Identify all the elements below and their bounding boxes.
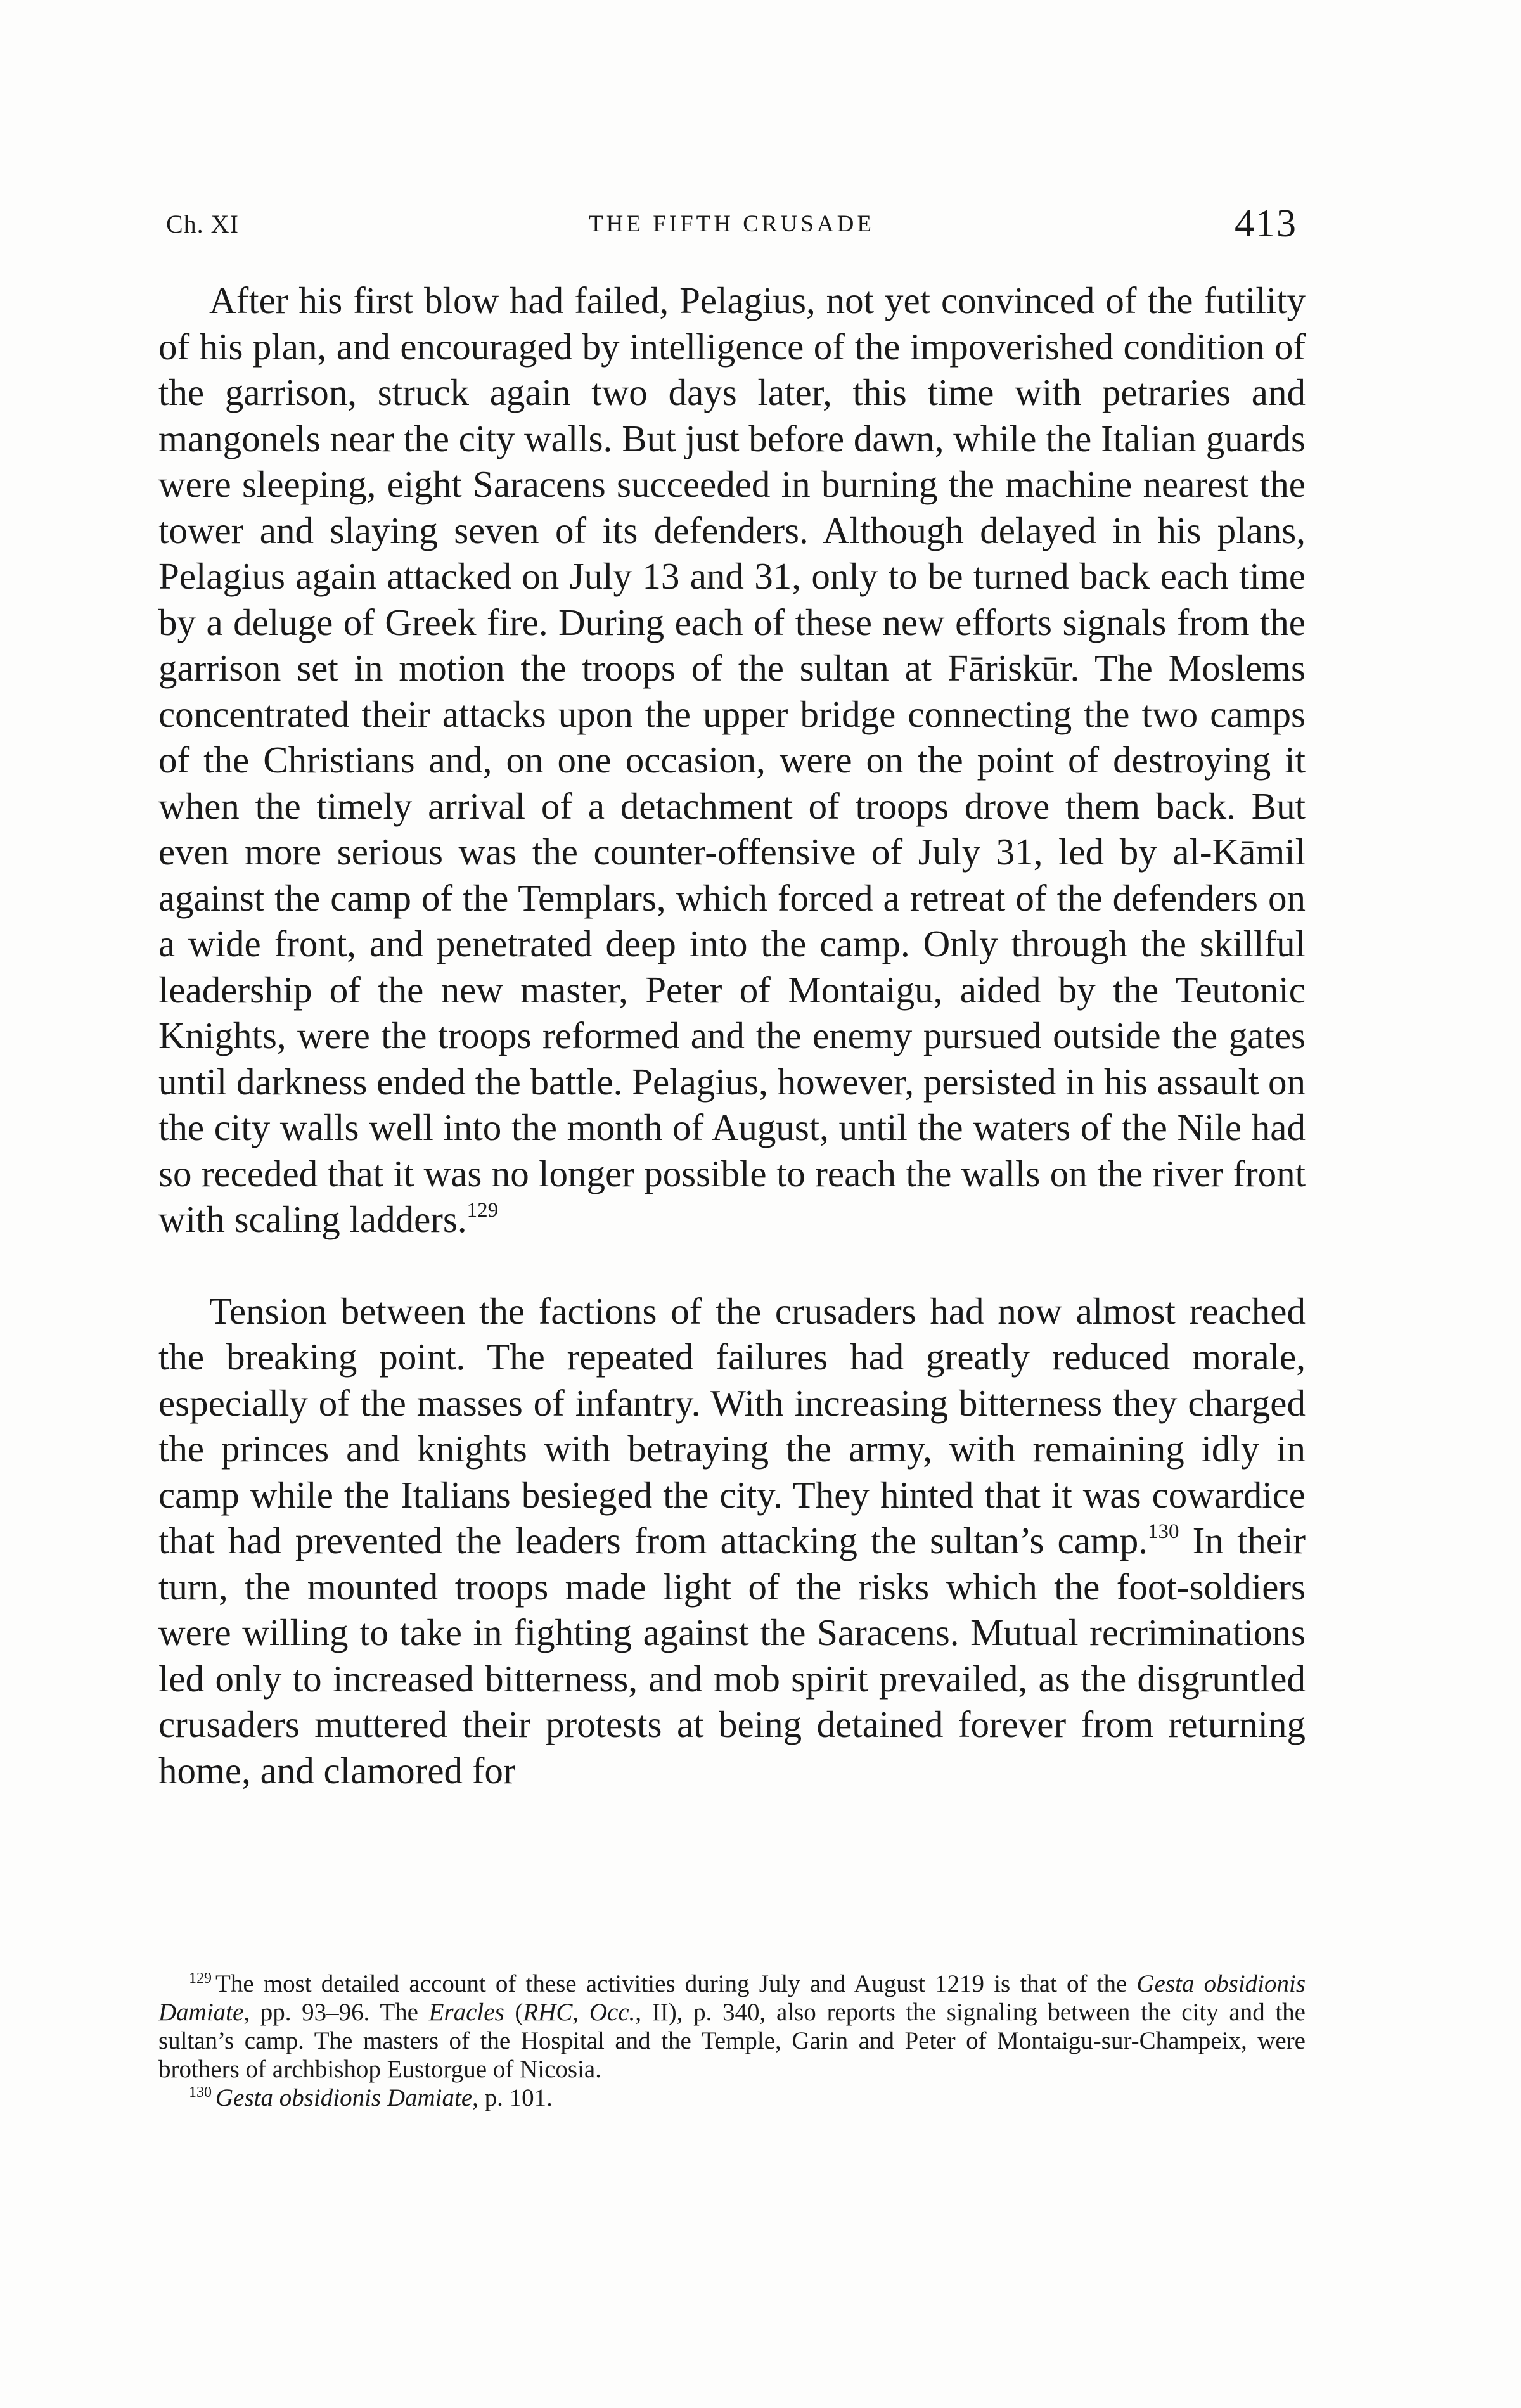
paragraph-1-text: After his first blow had failed, Pelagius, not yet convinced of the futility of his plan, and encouraged by intelligence of the impoverished condition of the garrison, struck again two days later, this time with petraries and mangonels near the city walls. But just before dawn, while the Italian guards were sleeping, eight Saracens succeeded in burning the machine nearest the tower and slaying seven of its defenders. Although delayed in his plans, Pelagius again attacked on July 13 and 31, only to be turned back each time by a deluge of Greek fire. During each of these new efforts signals from the garrison set in motion the troops of the sultan at Fāriskūr. The Moslems concentrated their attacks upon the upper bridge connecting the two camps of the Christians and, on one occasion, were on the point of destroying it when the timely arrival of a detachment of troops drove them back. But even more serious was the counter-offensive of July 31, led by al-Kāmil against the camp of the Templars, which forced a retreat of the defenders on a wide front, and penetrated deep into the camp. Only through the skillful leadership of the new master, Peter of Montaigu, aided by the Teutonic Knights, were the troops reformed and the enemy pursued outside the gates until darkness ended the battle. Pelagius, however, persisted in his assault on the city walls well into the month of August, until the waters of the Nile had so receded that it was no longer possible to reach the walls on the river front with scaling ladders.: [158, 279, 1306, 1240]
footnote-text: The most detailed account of these activities during July and August 1219 is that of the: [215, 1970, 1137, 1997]
footnote-130: [158, 2084, 1306, 2112]
footnote-italic-title: RHC, Occ.: [523, 1999, 636, 2026]
footnote-text: (: [504, 1999, 523, 2026]
footnote-number: 130: [189, 2084, 212, 2101]
footnote-italic-title: Gesta obsidionis Damiate: [215, 2084, 473, 2111]
running-title: THE FIFTH CRUSADE: [589, 211, 875, 237]
footnote-ref-129[interactable]: 129: [466, 1199, 499, 1222]
footnote-text: , p. 101.: [472, 2084, 553, 2111]
paragraph-2-text-before: Tension between the factions of the crusaders had now almost reached the breaking point. The repeated failures had greatly reduced morale, especially of the masses of infantry. With increasing bitterness they charged the princes and knights with betraying the army, with remaining idly in camp while the Italians besieged the city. They hinted that it was cowardice that had prevented the leaders from attacking the sultan’s camp.: [158, 1290, 1306, 1561]
footnote-ref-130[interactable]: 130: [1148, 1520, 1179, 1543]
footnote-text: , II), p. 340, also reports the signaling between the city and the sultan’s camp. The masters of the Hospital and the Temple, Garin and Peter of Montaigu-sur-Champeix, were brothers of archbishop Eustorgue of Nicosia.: [158, 1999, 1306, 2083]
main-text: [158, 278, 1306, 1793]
footnote-text: , pp. 93–96. The: [243, 1999, 429, 2026]
running-header: [166, 204, 1297, 248]
footnote-129: [158, 1969, 1306, 2084]
chapter-label: Ch. XI: [166, 210, 239, 238]
paragraph-1: [158, 278, 1306, 1243]
footnotes: [158, 1969, 1306, 2112]
paragraph-2: [158, 1288, 1306, 1794]
footnote-number: 129: [189, 1970, 212, 1987]
footnote-italic-title: Eracles: [428, 1999, 504, 2026]
footnote-italic-title: Gesta obsidionis Damiate: [158, 1970, 1306, 2026]
paragraph-2-text-after: In their turn, the mounted troops made light of the risks which the foot-soldiers were willing to take in fighting against the Saracens. Mutual recriminations led only to increased bitterness, and mob spirit prevailed, as the disgruntled crusaders muttered their protests at being detained forever from returning home, and clamored for: [158, 1520, 1306, 1791]
page-number: 413: [1235, 202, 1297, 245]
